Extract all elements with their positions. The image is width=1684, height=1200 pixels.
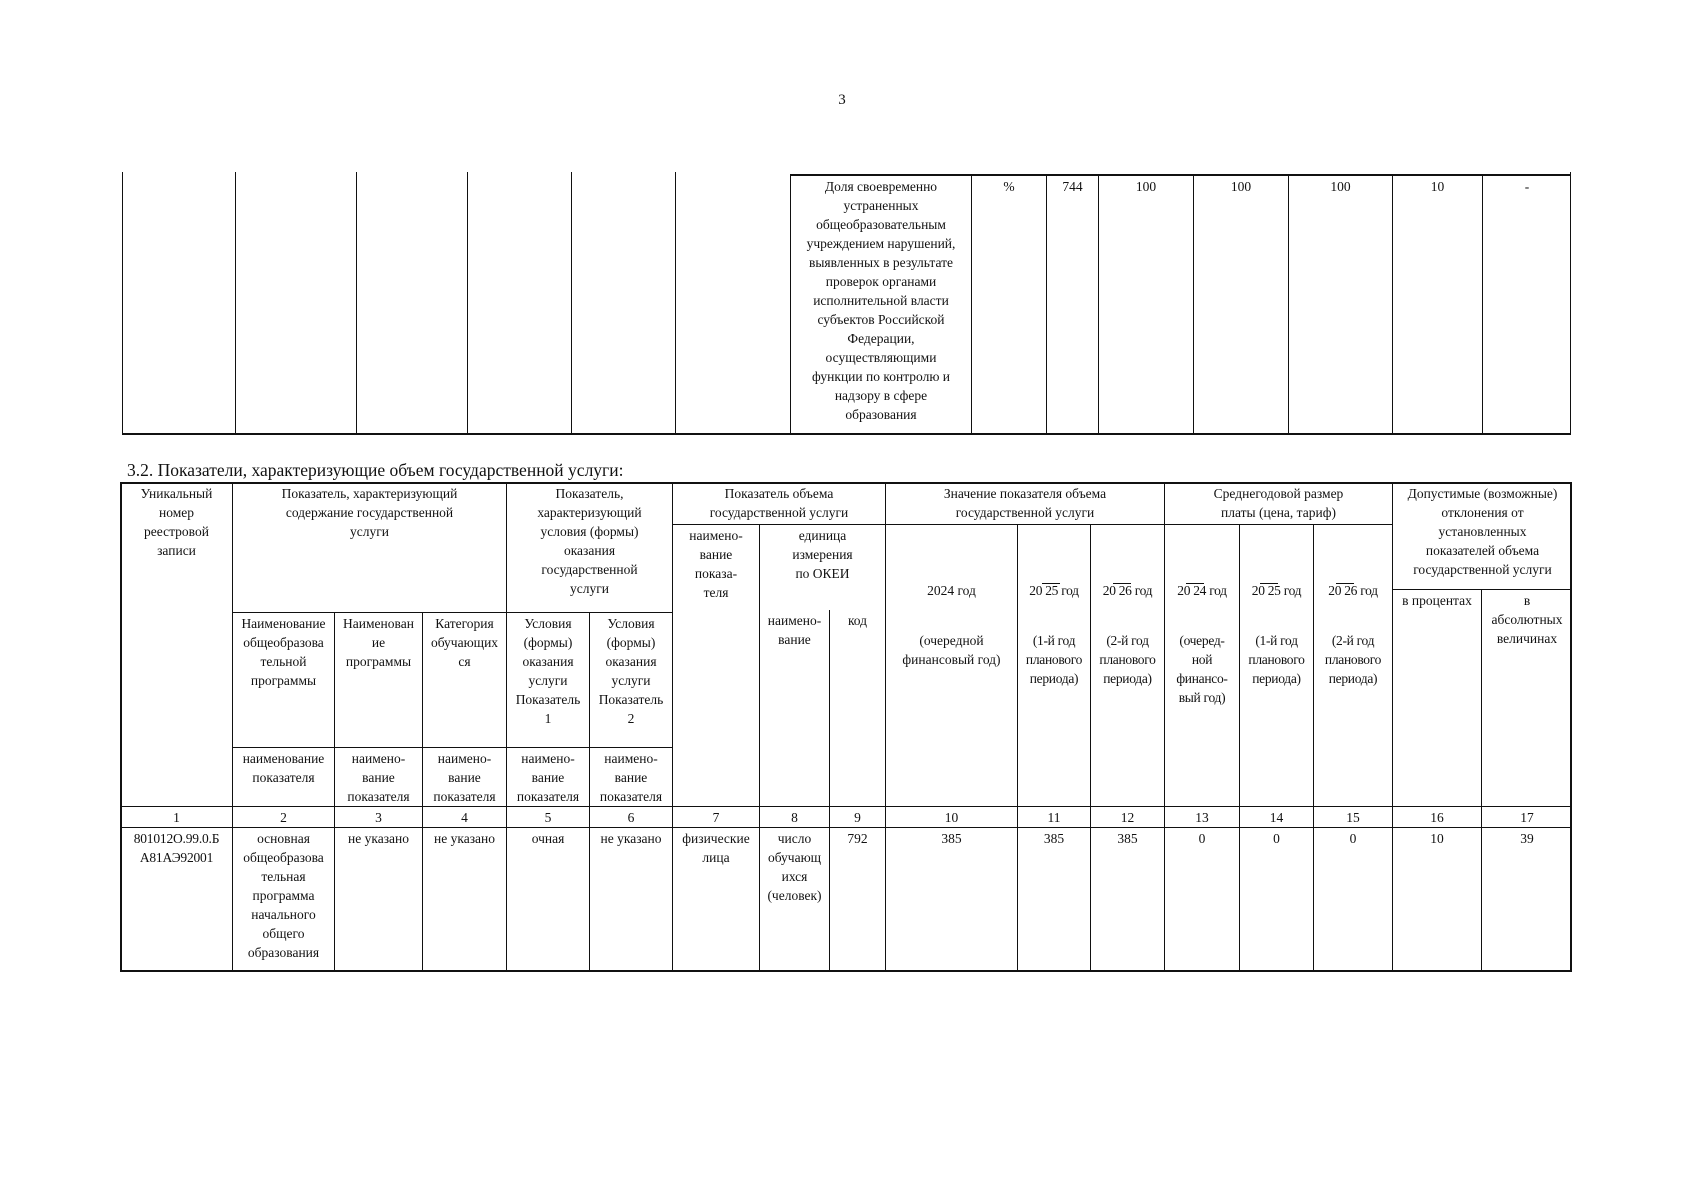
header-in-percent: в процентах [1392, 589, 1481, 806]
row-value-2025: 385 [1017, 827, 1090, 972]
year-suffix: год [1061, 583, 1079, 598]
plan-year-1: (1-й год планового периода) [1025, 633, 1083, 686]
year-prefix: 20 [1177, 583, 1191, 598]
year-underline [1113, 583, 1131, 584]
header-name-of-indicator: наименование показателя [232, 747, 334, 806]
year-prefix: 20 [1029, 583, 1043, 598]
year-value: 26 [1344, 583, 1358, 598]
indicator-name-cell: Доля своевременно устраненных общеобразовательным учреждением нарушений, выявленных в результате проверок органами исполнительной власти субъектов Российской Федерации, осуществляющими функции по контролю и надзору в сфере образования [790, 174, 971, 435]
year-underline [1260, 583, 1278, 584]
column-number: 10 [885, 806, 1017, 827]
header-content-group: Показатель, характеризующий содержание государственной услуги [232, 482, 506, 612]
row-value-2026: 385 [1090, 827, 1164, 972]
header-fee-group: Среднегодовой размер платы (цена, тариф) [1164, 482, 1392, 524]
year-suffix: год [1360, 583, 1378, 598]
row-indicator-name: физические лица [672, 827, 759, 972]
header-condition-1: Условия (формы) оказания услуги Показатель 1 [506, 612, 589, 747]
column-number: 15 [1313, 806, 1392, 827]
empty-cell [122, 172, 235, 435]
column-number: 1 [120, 806, 232, 827]
header-fee-2026 [1313, 524, 1392, 806]
empty-cell [467, 172, 571, 435]
header-name-of-indicator: наимено- вание показателя [589, 747, 672, 806]
year-suffix: год [1134, 583, 1153, 598]
row-fee-2026: 0 [1313, 827, 1392, 972]
row-fee-2024: 0 [1164, 827, 1239, 972]
row-condition-2: не указано [589, 827, 672, 972]
header-unit-name: наимено- вание [759, 610, 829, 806]
year-2024-sub: (очередной финансовый год) [902, 633, 1001, 667]
row-value-2024: 385 [885, 827, 1017, 972]
row-program-name: основная общеобразова тельная программа начального общего образования [232, 827, 334, 972]
okei-code-cell: 744 [1046, 174, 1098, 435]
header-fee-2024 [1164, 524, 1239, 806]
column-number: 3 [334, 806, 422, 827]
column-number: 11 [1017, 806, 1090, 827]
year-underline [1336, 583, 1354, 584]
plan-year-1: (1-й год планового периода) [1248, 633, 1305, 686]
deviation-percent-cell: 10 [1392, 174, 1482, 435]
header-volume-value-group: Значение показателя объема государственной услуги [885, 482, 1164, 524]
column-number: 9 [829, 806, 885, 827]
year-underline [1186, 583, 1204, 584]
header-unit-okei: единица измерения по ОКЕИ [759, 524, 885, 610]
header-name-of-indicator: наимено- вание показателя [506, 747, 589, 806]
header-in-absolute: в абсолютных величинах [1481, 589, 1572, 806]
column-number: 7 [672, 806, 759, 827]
year-suffix: год [1209, 583, 1227, 598]
page-number: 3 [838, 92, 846, 108]
year-suffix: год [1283, 583, 1302, 598]
header-deviation-group: Допустимые (возможные) отклонения от установленных показателей объема государственной услуги [1392, 482, 1572, 589]
year-value: 25 [1267, 583, 1281, 598]
empty-cell [571, 172, 675, 435]
empty-cell [675, 172, 790, 435]
column-number: 5 [506, 806, 589, 827]
header-year-2024 [885, 524, 1017, 806]
row-deviation-percent: 10 [1392, 827, 1481, 972]
year-value: 25 [1045, 583, 1059, 598]
header-student-category: Категория обучающих ся [422, 612, 506, 747]
column-number: 16 [1392, 806, 1481, 827]
header-year-2026 [1090, 524, 1164, 806]
row-program: не указано [334, 827, 422, 972]
value-2024-cell: 100 [1098, 174, 1193, 435]
header-fee-2025 [1239, 524, 1313, 806]
plan-year-2: (2-й год планового периода) [1324, 633, 1382, 686]
header-indicator-name: наимено- вание показа- теля [672, 524, 759, 806]
value-2026-cell: 100 [1288, 174, 1392, 435]
row-unit-name: число обучающ ихся (человек) [759, 827, 829, 972]
column-number: 4 [422, 806, 506, 827]
section-title: 3.2. Показатели, характеризующие объем государственной услуги: [127, 460, 624, 480]
year-prefix: 20 [1251, 583, 1265, 598]
column-number: 13 [1164, 806, 1239, 827]
row-unique-number: 801012О.99.0.Б А81АЭ92001 [120, 827, 232, 972]
header-program: Наименован ие программы [334, 612, 422, 747]
header-condition-2: Условия (формы) оказания услуги Показатель 2 [589, 612, 672, 747]
column-number: 2 [232, 806, 334, 827]
value-2025-cell: 100 [1193, 174, 1288, 435]
year-value: 24 [1193, 583, 1207, 598]
header-conditions-group: Показатель, характеризующий условия (формы) оказания государственной услуги [506, 482, 672, 612]
empty-cell [235, 172, 356, 435]
row-condition-1: очная [506, 827, 589, 972]
plan-year-2: (2-й год планового периода) [1099, 633, 1156, 686]
volume-indicators-table [120, 482, 1572, 972]
year-underline [1042, 583, 1060, 584]
header-unit-code: код [829, 610, 885, 806]
column-number: 6 [589, 806, 672, 827]
year-prefix: 20 [1102, 583, 1116, 598]
header-unique-number: Уникальный номер реестровой записи [120, 482, 232, 806]
header-year-2025 [1017, 524, 1090, 806]
deviation-absolute-cell: - [1482, 174, 1571, 435]
header-program-name: Наименование общеобразова тельной программы [232, 612, 334, 747]
row-unit-code: 792 [829, 827, 885, 972]
column-number: 14 [1239, 806, 1313, 827]
column-number: 12 [1090, 806, 1164, 827]
year-2024-label: 2024 год [927, 583, 976, 598]
quality-indicators-continuation-table [122, 174, 1571, 435]
column-number: 17 [1481, 806, 1572, 827]
unit-cell: % [971, 174, 1046, 435]
row-student-category: не указано [422, 827, 506, 972]
year-value: 26 [1118, 583, 1132, 598]
column-number: 8 [759, 806, 829, 827]
empty-cell [356, 172, 467, 435]
row-fee-2025: 0 [1239, 827, 1313, 972]
row-deviation-absolute: 39 [1481, 827, 1572, 972]
year-prefix: 20 [1328, 583, 1342, 598]
fee-year-2024-sub: (очеред- ной финансо- вый год) [1176, 633, 1228, 705]
header-name-of-indicator: наимено- вание показателя [422, 747, 506, 806]
header-volume-indicator-group: Показатель объема государственной услуги [672, 482, 885, 524]
header-name-of-indicator: наимено- вание показателя [334, 747, 422, 806]
